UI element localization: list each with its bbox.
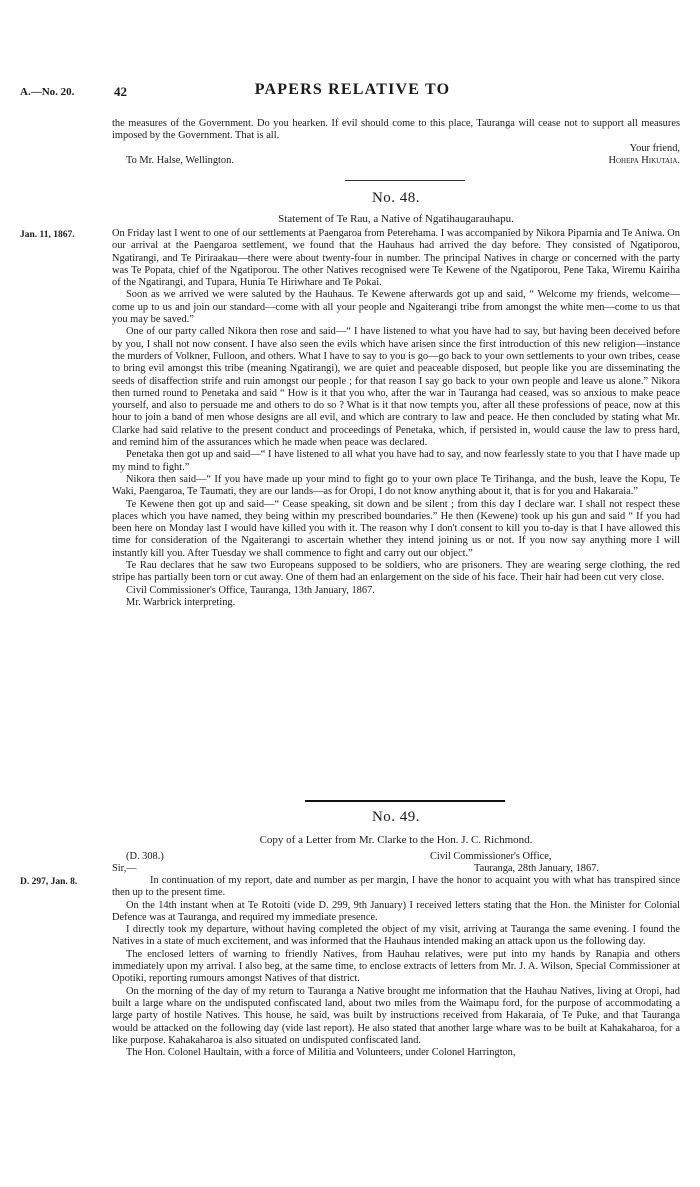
- intro-signature: Hohepa Hikutaia.: [608, 155, 680, 166]
- interpreter-line: Mr. Warbrick interpreting.: [126, 596, 236, 608]
- paragraph: On the morning of the day of my return to Tauranga a Native brought me information that the Hauhau Natives, living at Oropi, had built a large whare on the undisputed confiscated land, about two miles from the Waimapu ford, for the purpose of accommodating a large party of hostile Natives. This house, he said, was built by instructions received from Hakaraia, of Te Puke, and that Tauranga would be attacked on the following day (vide last report). He also stated that another large whare was to be built at Kahakaharoa, for a like purpose. Kahakaharoa is also situated on undisputed confiscated land.: [112, 985, 680, 1046]
- page-header: [20, 81, 685, 106]
- letter-date: Tauranga, 28th January, 1867.: [474, 863, 599, 874]
- intro-addressee: To Mr. Halse, Wellington.: [126, 155, 234, 166]
- doc-number-49: No. 49.: [371, 809, 421, 825]
- running-title: PAPERS RELATIVE TO: [254, 81, 451, 98]
- paragraph: One of our party called Nikora then rose and said—“ I have listened to what you have had to say, but having been deceived before by you, I shall not now consent. I have also seen the evils which have arisen since the first introduction of this new religion—instance the murders of Volkner, Fulloon, and others. What I have to say to you is go—go back to your own settlements to your own tribes, cease to bring evil amongst this tribe (meaning Ngatirangi), we are quiet and peaceable disposed, but people like you are disseminating the seeds of disaffection strife and ruin amongst our people ; for that reason I say go back to your own people and leave us alone.” Nikora then turned round to Penetaka and said “ How is it that you who, after the war in Tauranga had ceased, was so anxious to make peace yourself, and also to persuade me and others to do so ? What is it that now tempts you, after all these professions of peace, now at this hour to join a band of men whose designs are all evil, and which are contrary to law and peace. He then concluded by stating what Mr. Clarke had said relative to the present conduct and proceedings of Penetaka, which, if persisted in, would cause the law to press hard, and remind him of the assurances which he made when peace was declared.: [112, 326, 680, 449]
- page-number: 42: [114, 84, 127, 99]
- paragraph: I directly took my departure, without having completed the object of my visit, arriving at Tauranga the same evening. I found the Natives in a state of much excitement, and was informed that the Hauhaus intended making an attack upon us the following day.: [112, 924, 680, 948]
- paragraph: Te Rau declares that he saw two Europeans supposed to be soldiers, who are prisoners. They are wearing serge clothing, the red stripe has partially been torn or cut away. One of them had an enlargement on the side of his face. Their hair had been cut very close.: [112, 560, 680, 584]
- letter-office: Civil Commissioner's Office,: [430, 851, 552, 862]
- document-reference: A.—No. 20.: [20, 86, 75, 98]
- paragraph: The enclosed letters of warning to friendly Natives, from Hauhau relatives, were put into my hands by Ranapia and others immediately upon my arrival. I also beg, at the same time, to enclose extracts of letters from Mr. J. A. Wilson, Special Commissioner at Opotiki, reporting rumours amongst Natives of that district.: [112, 948, 680, 985]
- paragraph: Te Kewene then got up and said—“ Cease speaking, sit down and be silent ; from this day I declare war. I shall not respect these places which you have named, they being within my prescribed boundaries.” He then (Kewene) took up his gun and said “ If you had been here on Monday last I would have killed you with it. The reason why I don't consent to kill you to-day is that I have allowed this time for consideration of the Ngaiterangi to ascertain whether they intend joining us or not. If you now say anything more I will instantly kill you. After Tuesday we shall commence to fight and carry out our object.”: [112, 498, 680, 559]
- margin-ref-49: D. 297, Jan. 8.: [20, 877, 78, 887]
- doc-number-48: No. 48.: [371, 190, 421, 206]
- letter-ref: (D. 308.): [126, 851, 164, 862]
- section-divider: [305, 800, 505, 802]
- doc-caption-49: Copy of a Letter from Mr. Clarke to the Hon. J. C. Richmond.: [259, 834, 533, 846]
- paragraph: In continuation of my report, date and number as per margin, I have the honor to acquaint you with what has transpired since then up to the present time.: [112, 875, 680, 899]
- margin-date-48: Jan. 11, 1867.: [20, 230, 75, 240]
- paragraph: Nikora then said—“ If you have made up your mind to fight go to your own place Te Tirihanga, and the bush, leave the Kopu, Te Waki, Paengaroa, Te Taumati, they are our lands—as for Oropi, I do not know anything about it, that is for you and Hakaraia.”: [112, 473, 680, 498]
- doc-48-body: [112, 228, 680, 609]
- paragraph: The Hon. Colonel Haultain, with a force of Militia and Volunteers, under Colonel Harrington,: [126, 1047, 516, 1059]
- intro-text: the measures of the Government. Do you hearken. If evil should come to this place, Tauranga will cease not to support all measures imposed by the Government. That is all.: [112, 118, 680, 142]
- letter-salutation: Sir,—: [112, 863, 137, 874]
- paragraph: Soon as we arrived we were saluted by the Hauhaus. Te Kewene afterwards got up and said, “ Welcome my friends, welcome—come up to us and join our standard—come with all your people and Ngaiterangi tribe from amongst the white men—come to us that you may be saved.”: [112, 289, 680, 326]
- intro-closing: Your friend,: [629, 143, 680, 154]
- doc-caption-48: Statement of Te Rau, a Native of Ngatihaugarauhapu.: [278, 213, 514, 225]
- doc-49-body: [112, 875, 680, 1059]
- section-divider: [345, 180, 465, 181]
- paragraph: On the 14th instant when at Te Rotoiti (vide D. 299, 9th January) I received letters stating that the Hon. the Minister for Colonial Defence was at Tauranga, and required my immediate presence.: [112, 899, 680, 923]
- paragraph: Penetaka then got up and said—“ I have listened to all what you have had to say, and now fearlessly state to you that I have made up my mind to fight.”: [112, 449, 680, 473]
- paragraph: On Friday last I went to one of our settlements at Paengaroa from Peterehama. I was accompanied by Nikora Piparnia and Te Aniwa. On our arrival at the Paengaroa settlement, we found that the Hauhaus had arrived the day before. They consisted of Ngatiporou, Ngatirangi, and Te Piriraakau—there were about twenty-four in number. The principal Natives in charge or concerned with the party was Te Popata, chief of the Ngatiporou. The other Natives recognised were Te Kewene of the Ngatiporou, Pene Taka, Wiremu Kairiha of the Ngatirangi, and Tupara, Hunia Te Hiriwhare and Te Pokai.: [112, 228, 680, 289]
- office-line: Civil Commissioner's Office, Tauranga, 13th January, 1867.: [126, 584, 375, 596]
